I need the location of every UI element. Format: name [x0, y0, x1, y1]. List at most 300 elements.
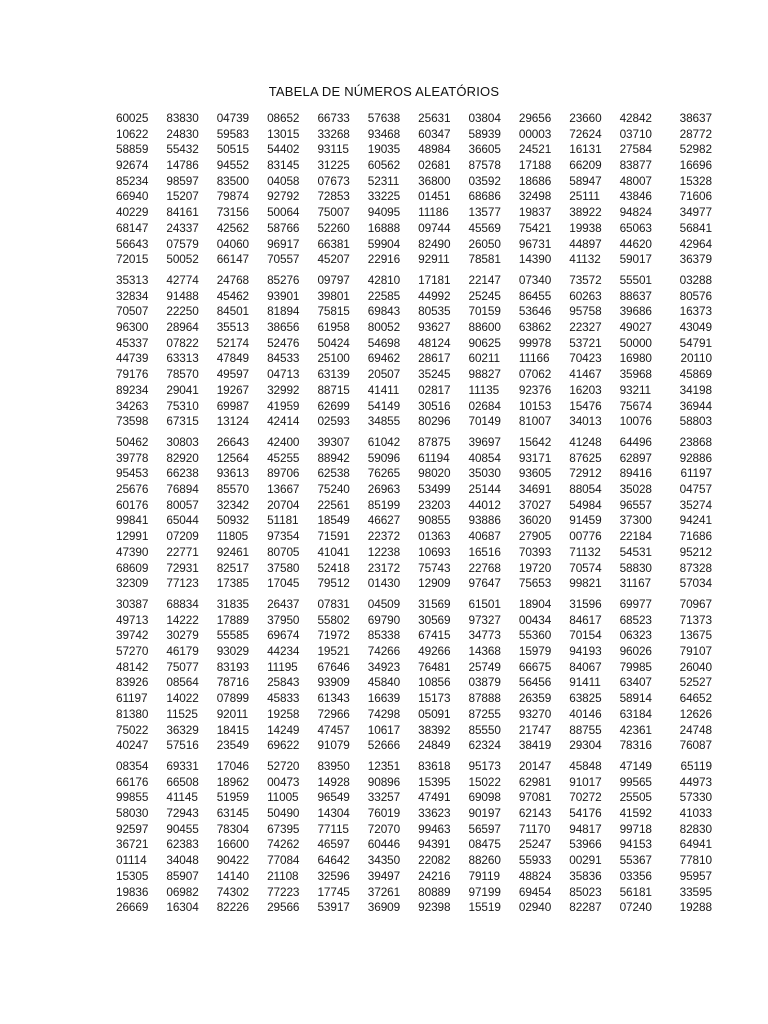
number-cell: 75310: [166, 398, 199, 413]
number-cell: 59017: [619, 252, 652, 267]
number-cell: 31596: [569, 597, 602, 611]
number-cell: 97647: [468, 576, 501, 591]
number-cell: 66176: [116, 774, 149, 789]
number-cell: 24748: [679, 722, 712, 737]
number-cell: 16639: [367, 691, 401, 706]
number-cell: 97354: [267, 529, 300, 544]
number-cell: 36800: [418, 173, 451, 188]
number-cell: 62699: [317, 398, 350, 413]
number-cell: 26050: [468, 236, 501, 251]
number-cell: 50490: [267, 806, 300, 821]
number-cell: 69790: [367, 612, 401, 627]
number-cell: 35313: [116, 273, 149, 287]
number-cell: 89706: [267, 466, 300, 481]
number-cell: 41411: [367, 382, 400, 397]
number-cell: 90896: [367, 774, 401, 789]
number-cell: 58859: [116, 142, 149, 157]
table-row: [116, 545, 712, 561]
number-cell: 06982: [166, 884, 199, 899]
number-cell: 91488: [166, 288, 199, 303]
number-cell: 35245: [418, 367, 451, 382]
number-cell: 15207: [166, 189, 199, 204]
number-cell: 30516: [418, 398, 451, 413]
number-cell: 49266: [418, 644, 451, 659]
number-cell: 93171: [518, 450, 552, 465]
number-cell: 26359: [518, 691, 552, 706]
number-cell: 89416: [619, 466, 652, 481]
table-row: [116, 738, 712, 754]
number-cell: 24830: [166, 126, 199, 141]
number-cell: 33595: [679, 884, 712, 899]
number-cell: 50064: [267, 205, 300, 220]
table-row: [116, 806, 712, 822]
number-cell: 34773: [468, 628, 501, 643]
number-cell: 99855: [116, 790, 149, 805]
number-cell: 66209: [569, 158, 602, 173]
number-cell: 25144: [468, 482, 501, 497]
number-cell: 40229: [116, 205, 149, 220]
number-cell: 10617: [367, 722, 401, 737]
number-cell: 16516: [468, 544, 501, 559]
number-cell: 65063: [619, 220, 652, 235]
number-cell: 34013: [569, 414, 602, 429]
number-cell: 35513: [216, 320, 250, 335]
number-cell: 42810: [367, 273, 401, 287]
number-cell: 28964: [166, 320, 199, 335]
number-cell: 59904: [367, 236, 401, 251]
number-cell: 67395: [267, 821, 300, 836]
number-cell: 35836: [569, 868, 602, 883]
number-cell: 02681: [418, 158, 451, 173]
number-cell: 54531: [619, 544, 652, 559]
number-cell: 39686: [619, 304, 652, 319]
number-cell: 89234: [116, 382, 149, 397]
number-cell: 16304: [166, 900, 199, 915]
number-cell: 70154: [569, 628, 602, 643]
number-cell: 22147: [468, 273, 501, 287]
number-cell: 63825: [569, 691, 602, 706]
number-cell: 22916: [367, 252, 401, 267]
number-cell: 17181: [418, 273, 451, 287]
number-cell: 46179: [166, 644, 199, 659]
number-cell: 52527: [679, 675, 712, 690]
number-cell: 83950: [317, 759, 350, 773]
number-cell: 03288: [679, 273, 712, 287]
number-cell: 42400: [267, 435, 300, 449]
number-cell: 31225: [317, 158, 350, 173]
number-cell: 91017: [569, 774, 602, 789]
table-row: [116, 498, 712, 514]
number-cell: 26437: [267, 597, 300, 611]
number-cell: 41132: [569, 252, 601, 267]
number-cell: 49713: [116, 612, 149, 627]
number-cell: 39778: [116, 450, 149, 465]
number-cell: 92674: [116, 158, 149, 173]
number-cell: 70967: [679, 597, 712, 611]
number-cell: 62981: [518, 774, 552, 789]
number-cell: 09797: [317, 273, 350, 287]
number-cell: 67415: [418, 628, 451, 643]
table-row: [116, 837, 712, 853]
number-cell: 32498: [518, 189, 552, 204]
number-cell: 36020: [518, 513, 552, 528]
number-cell: 83830: [166, 111, 199, 125]
number-cell: 45840: [367, 675, 401, 690]
number-cell: 95957: [679, 868, 712, 883]
number-cell: 63145: [216, 806, 250, 821]
table-row: [116, 205, 712, 221]
number-cell: 17889: [216, 612, 250, 627]
number-cell: 03804: [468, 111, 501, 125]
number-cell: 36329: [166, 722, 199, 737]
number-cell: 04757: [679, 482, 712, 497]
number-cell: 50932: [216, 513, 250, 528]
table-row: [116, 775, 712, 791]
number-cell: 10076: [619, 414, 652, 429]
number-cell: 47390: [116, 544, 149, 559]
number-cell: 44012: [468, 497, 501, 512]
number-cell: 07673: [317, 173, 350, 188]
number-cell: 48824: [518, 868, 552, 883]
table-row: [116, 399, 712, 415]
number-cell: 58766: [267, 220, 300, 235]
number-cell: 17385: [216, 576, 250, 591]
number-cell: 63407: [619, 675, 652, 690]
table-row: [116, 597, 712, 613]
number-cell: 94153: [619, 837, 652, 852]
number-cell: 77115: [317, 821, 349, 836]
number-cell: 79874: [216, 189, 250, 204]
number-cell: 83145: [267, 158, 300, 173]
number-cell: 60176: [116, 497, 149, 512]
number-cell: 46597: [317, 837, 350, 852]
number-cell: 75674: [619, 398, 652, 413]
number-cell: 38656: [267, 320, 300, 335]
number-cell: 48984: [418, 142, 451, 157]
number-cell: 59583: [216, 126, 250, 141]
number-cell: 99463: [418, 821, 451, 836]
number-cell: 70557: [267, 252, 300, 267]
number-cell: 92886: [679, 450, 712, 465]
number-cell: 26963: [367, 482, 401, 497]
number-cell: 80705: [267, 544, 300, 559]
table-row: [116, 900, 712, 916]
table-row: [116, 691, 712, 707]
number-cell: 14786: [166, 158, 199, 173]
number-cell: 23868: [679, 435, 712, 449]
number-cell: 34691: [518, 482, 552, 497]
number-cell: 18549: [317, 513, 350, 528]
number-cell: 70272: [569, 790, 602, 805]
number-cell: 52418: [317, 560, 350, 575]
number-cell: 32992: [267, 382, 300, 397]
number-cell: 85550: [468, 722, 501, 737]
number-cell: 45833: [267, 691, 300, 706]
number-cell: 84161: [166, 205, 199, 220]
number-cell: 72624: [569, 126, 602, 141]
number-cell: 61194: [418, 450, 450, 465]
table-row: [116, 174, 712, 190]
number-cell: 27584: [619, 142, 652, 157]
number-cell: 13124: [216, 414, 250, 429]
number-cell: 68686: [468, 189, 501, 204]
number-cell: 08475: [468, 837, 501, 852]
number-cell: 61197: [680, 466, 712, 481]
number-cell: 70149: [468, 414, 501, 429]
number-cell: 87625: [569, 450, 602, 465]
number-cell: 32596: [317, 868, 350, 883]
number-cell: 00291: [569, 853, 602, 868]
number-cell: 90197: [468, 806, 501, 821]
number-cell: 10622: [116, 126, 149, 141]
number-cell: 75421: [518, 220, 552, 235]
number-cell: 96557: [619, 497, 652, 512]
number-cell: 84501: [216, 304, 250, 319]
number-cell: 23172: [367, 560, 401, 575]
number-cell: 64652: [679, 691, 712, 706]
number-cell: 41145: [166, 790, 198, 805]
number-cell: 02817: [418, 382, 451, 397]
number-cell: 16373: [679, 304, 712, 319]
number-cell: 83500: [216, 173, 250, 188]
number-cell: 55585: [216, 628, 250, 643]
number-cell: 75240: [317, 482, 350, 497]
number-cell: 39497: [367, 868, 401, 883]
number-cell: 22184: [619, 529, 652, 544]
number-cell: 83926: [116, 675, 149, 690]
number-cell: 42774: [166, 273, 199, 287]
number-cell: 69977: [619, 597, 652, 611]
number-cell: 36944: [679, 398, 712, 413]
number-cell: 93627: [418, 320, 451, 335]
table-row: [116, 466, 712, 482]
number-cell: 92461: [216, 544, 250, 559]
number-cell: 58830: [619, 560, 652, 575]
number-cell: 70159: [468, 304, 501, 319]
number-cell: 76265: [367, 466, 401, 481]
number-cell: 80576: [679, 288, 712, 303]
number-cell: 08564: [166, 675, 199, 690]
number-block-5: [116, 759, 712, 916]
number-cell: 33225: [367, 189, 401, 204]
number-block-2: [116, 273, 712, 430]
number-cell: 20507: [367, 367, 401, 382]
number-cell: 43049: [679, 320, 712, 335]
number-cell: 18686: [518, 173, 552, 188]
number-cell: 17046: [216, 759, 250, 773]
number-cell: 85570: [216, 482, 250, 497]
number-cell: 72912: [569, 466, 602, 481]
number-cell: 48007: [619, 173, 652, 188]
number-cell: 63139: [317, 367, 350, 382]
number-cell: 52720: [267, 759, 300, 773]
number-cell: 11805: [216, 529, 249, 544]
number-cell: 83193: [216, 659, 250, 674]
number-cell: 01430: [367, 576, 401, 591]
number-cell: 22082: [418, 853, 451, 868]
number-cell: 17045: [267, 576, 300, 591]
number-cell: 38922: [569, 205, 602, 220]
number-cell: 25100: [317, 351, 350, 366]
number-cell: 94552: [216, 158, 250, 173]
number-cell: 07240: [619, 900, 652, 915]
number-cell: 61197: [116, 691, 148, 706]
number-cell: 87328: [679, 560, 712, 575]
number-cell: 78316: [619, 738, 652, 753]
number-cell: 94391: [418, 837, 451, 852]
number-cell: 84533: [267, 351, 300, 366]
number-cell: 78570: [166, 367, 199, 382]
number-cell: 72943: [166, 806, 199, 821]
number-cell: 23203: [418, 497, 451, 512]
number-cell: 25631: [418, 111, 451, 125]
number-cell: 58947: [569, 173, 602, 188]
number-cell: 98597: [166, 173, 199, 188]
number-cell: 88054: [569, 482, 602, 497]
number-cell: 50052: [166, 252, 199, 267]
number-cell: 79119: [468, 868, 500, 883]
number-cell: 54698: [367, 335, 401, 350]
number-cell: 30387: [116, 597, 149, 611]
number-cell: 07209: [166, 529, 199, 544]
number-cell: 72853: [317, 189, 350, 204]
number-cell: 45255: [267, 450, 300, 465]
number-cell: 04739: [216, 111, 250, 125]
number-cell: 15642: [518, 435, 552, 449]
number-cell: 27905: [518, 529, 552, 544]
number-cell: 44897: [569, 236, 602, 251]
number-cell: 24337: [166, 220, 199, 235]
number-cell: 85907: [166, 868, 199, 883]
number-cell: 53499: [418, 482, 451, 497]
number-cell: 28617: [418, 351, 451, 366]
number-cell: 57034: [679, 576, 712, 591]
number-cell: 80296: [418, 414, 451, 429]
number-cell: 93901: [267, 288, 300, 303]
number-cell: 82226: [216, 900, 250, 915]
number-cell: 93613: [216, 466, 250, 481]
number-cell: 12991: [116, 529, 149, 544]
number-cell: 96300: [116, 320, 149, 335]
number-cell: 10856: [418, 675, 451, 690]
number-cell: 62143: [518, 806, 552, 821]
number-cell: 44620: [619, 236, 652, 251]
number-cell: 96549: [317, 790, 350, 805]
number-cell: 31167: [619, 576, 652, 591]
number-cell: 68834: [166, 597, 199, 611]
number-cell: 82490: [418, 236, 451, 251]
number-cell: 94824: [619, 205, 652, 220]
number-cell: 19258: [267, 706, 300, 721]
number-cell: 44234: [267, 644, 300, 659]
number-cell: 81007: [518, 414, 552, 429]
number-cell: 44739: [116, 351, 149, 366]
number-cell: 91079: [317, 738, 350, 753]
number-cell: 17745: [317, 884, 350, 899]
number-cell: 33623: [418, 806, 451, 821]
number-cell: 13577: [468, 205, 501, 220]
number-cell: 03879: [468, 675, 501, 690]
number-cell: 58939: [468, 126, 501, 141]
table-row: [116, 383, 712, 399]
number-cell: 80889: [418, 884, 451, 899]
number-cell: 72931: [166, 560, 199, 575]
number-cell: 98020: [418, 466, 451, 481]
number-cell: 71170: [518, 821, 551, 836]
number-cell: 53646: [518, 304, 552, 319]
number-cell: 25245: [468, 288, 501, 303]
number-cell: 59096: [367, 450, 401, 465]
number-cell: 34198: [679, 382, 712, 397]
number-cell: 39801: [317, 288, 350, 303]
number-cell: 22771: [166, 544, 199, 559]
number-cell: 19938: [569, 220, 602, 235]
number-cell: 87255: [468, 706, 501, 721]
number-cell: 76894: [166, 482, 199, 497]
number-cell: 04713: [267, 367, 300, 382]
number-cell: 94241: [679, 513, 712, 528]
number-cell: 82830: [679, 821, 712, 836]
number-cell: 16980: [619, 351, 652, 366]
number-cell: 69674: [267, 628, 300, 643]
number-cell: 55360: [518, 628, 552, 643]
number-cell: 00003: [518, 126, 552, 141]
number-cell: 28772: [679, 126, 712, 141]
table-row: [116, 111, 712, 127]
number-cell: 53917: [317, 900, 350, 915]
number-cell: 14928: [317, 774, 350, 789]
number-cell: 60347: [418, 126, 451, 141]
number-cell: 46627: [367, 513, 401, 528]
number-cell: 53966: [569, 837, 602, 852]
number-cell: 22372: [367, 529, 401, 544]
number-cell: 14222: [166, 612, 199, 627]
number-cell: 37580: [267, 560, 300, 575]
number-cell: 19035: [367, 142, 401, 157]
number-cell: 60562: [367, 158, 401, 173]
number-cell: 92597: [116, 821, 149, 836]
number-cell: 55933: [518, 853, 552, 868]
number-cell: 45337: [116, 335, 149, 350]
number-cell: 93115: [317, 142, 349, 157]
number-cell: 19836: [116, 884, 149, 899]
number-cell: 84067: [569, 659, 602, 674]
number-cell: 14249: [267, 722, 300, 737]
number-cell: 95212: [679, 544, 712, 559]
number-cell: 88942: [317, 450, 350, 465]
number-cell: 87875: [418, 435, 451, 449]
number-cell: 98827: [468, 367, 501, 382]
number-cell: 25505: [619, 790, 652, 805]
number-cell: 62538: [317, 466, 350, 481]
number-cell: 92792: [267, 189, 300, 204]
number-cell: 14140: [216, 868, 250, 883]
number-cell: 33268: [317, 126, 350, 141]
number-cell: 63184: [619, 706, 652, 721]
number-cell: 54984: [569, 497, 602, 512]
table-row: [116, 723, 712, 739]
number-cell: 26643: [216, 435, 250, 449]
number-cell: 92911: [418, 252, 450, 267]
table-row: [116, 127, 712, 143]
number-cell: 24849: [418, 738, 451, 753]
number-cell: 85276: [267, 273, 300, 287]
number-cell: 93886: [468, 513, 501, 528]
number-cell: 77810: [679, 853, 712, 868]
table-row: [116, 790, 712, 806]
number-cell: 94095: [367, 205, 401, 220]
number-cell: 19288: [679, 900, 712, 915]
